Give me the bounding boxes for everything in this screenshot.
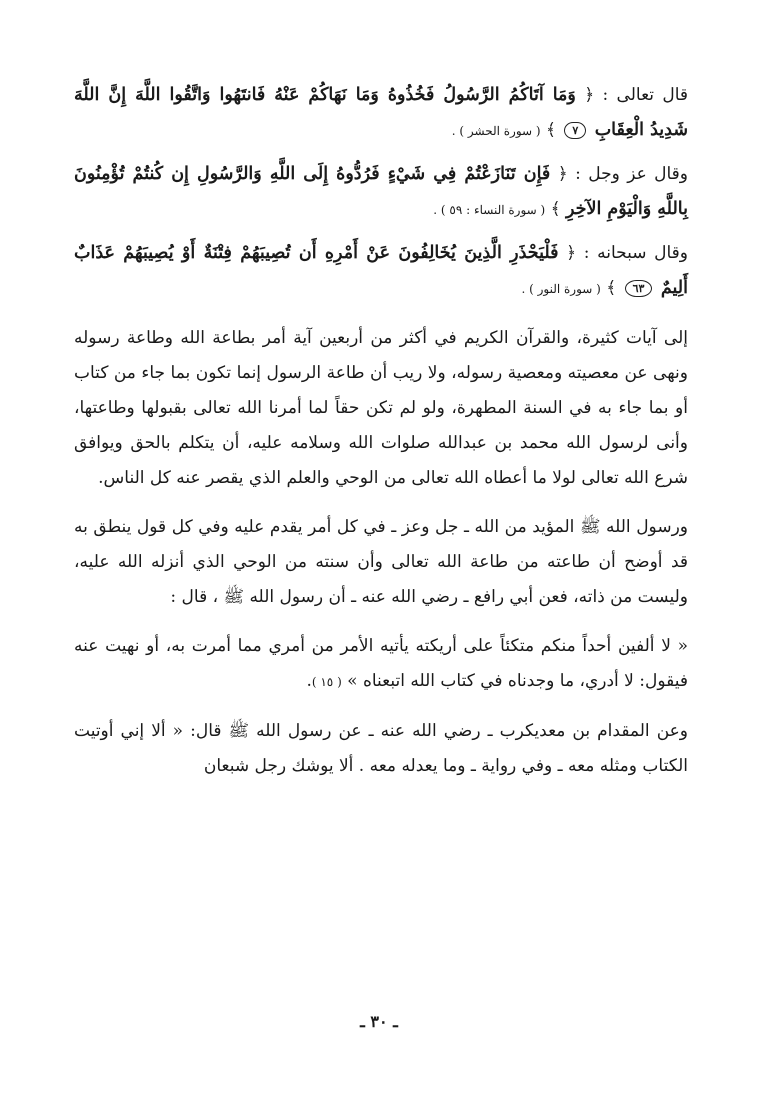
verse-reference: ( سورة النساء : ٥٩ ) . bbox=[433, 203, 546, 217]
paragraph-obedience: إلى آيات كثيرة، والقرآن الكريم في أكثر من أربعين آية أمر بطاعة الله وطاعة رسوله ونهى عن معصيته ومعصية رسوله، ولا ريب أن طاعة الرسول إنما تكون بما جاء من كتاب أو بما جاء به في السنة المطهرة، ولو لم تكن حقاً لما أمرنا الله تعالى بقبولها وطاعتها، وأنى لرسول الله محمد بن عبدالله صلوات الله وسلامه عليه، أن يتكلم بالحق ويوافق شرع الله تعالى لولا ما أعطاه الله تعالى من الوحي والعلم الذي يقصر عنه كل الناس. bbox=[74, 328, 688, 488]
ornate-bracket-close: ﴾ bbox=[550, 199, 561, 219]
verse-reference: ( سورة الحشر ) . bbox=[451, 124, 541, 138]
verse-intro: وقال عز وجل : bbox=[567, 164, 688, 184]
hadith-text: « لا ألفين أحداً منكم متكئاً على أريكته يأتيه الأمر من أمري مما أمرت به، أو نهيت عنه فيقول: لا أدري، ما وجدناه في كتاب الله اتبعناه » bbox=[74, 636, 688, 691]
ornate-bracket-close: ﴾ bbox=[546, 120, 556, 140]
ornate-bracket-close: ﴾ bbox=[606, 278, 617, 298]
quran-verse: فَلْيَحْذَرِ الَّذِينَ يُخَالِفُونَ عَنْ أَمْرِهِ أَن تُصِيبَهُمْ فِتْنَةٌ أَوْ يُصِيبَهُمْ عَذَابٌ أَلِيمٌ bbox=[74, 243, 688, 298]
verse-block-hashr bbox=[74, 78, 688, 149]
ornate-bracket-open: ﴿ bbox=[566, 243, 577, 263]
ornate-bracket-open: ﴿ bbox=[584, 85, 595, 105]
verse-intro: قال تعالى : bbox=[594, 85, 689, 105]
quran-verse: فَإِن تَنَازَعْتُمْ فِي شَيْءٍ فَرُدُّوهُ إِلَى اللَّهِ وَالرَّسُولِ إِن كُنتُمْ تُؤْمِنُونَ بِاللَّهِ وَالْيَوْمِ الآخِرِ bbox=[74, 164, 688, 219]
verse-number-marker: ٦٣ bbox=[625, 280, 653, 297]
verse-intro: وقال سبحانه : bbox=[576, 243, 688, 263]
page-number: ـ ٣٠ ـ bbox=[360, 1012, 398, 1031]
footnote-marker: ( ١٥ ) bbox=[311, 675, 342, 689]
paragraph-miqdam: وعن المقدام بن معديكرب ـ رضي الله عنه ـ عن رسول الله ﷺ قال: « ألا إني أوتيت الكتاب ومثله معه ـ وفي رواية ـ وما يعدله معه . ألا يوشك رجل شبعان bbox=[74, 721, 688, 776]
verse-block-nur bbox=[74, 236, 688, 307]
hadith-quote bbox=[74, 629, 688, 700]
verse-number-marker: ٧ bbox=[564, 122, 586, 139]
verse-block-nisa bbox=[74, 157, 688, 228]
ornate-bracket-open: ﴿ bbox=[557, 164, 568, 184]
paragraph-revelation: ورسول الله ﷺ المؤيد من الله ـ جل وعز ـ في كل أمر يقدم عليه وفي كل قول ينطق به قد أوضح أن طاعته من طاعة الله تعالى وأن سنته من الوحي الذي أنزله الله عليه، وليست من ذاته، فعن أبي رافع ـ رضي الله عنه ـ أن رسول الله ﷺ ، قال : bbox=[74, 517, 688, 607]
verse-reference: ( سورة النور ) . bbox=[521, 282, 601, 296]
quran-verse: وَمَا آتَاكُمُ الرَّسُولُ فَخُذُوهُ وَمَا نَهَاكُمْ عَنْهُ فَانتَهُوا وَاتَّقُوا اللَّهَ إِنَّ اللَّهَ شَدِيدُ الْعِقَابِ bbox=[74, 85, 688, 140]
sentence-end: . bbox=[306, 671, 312, 691]
